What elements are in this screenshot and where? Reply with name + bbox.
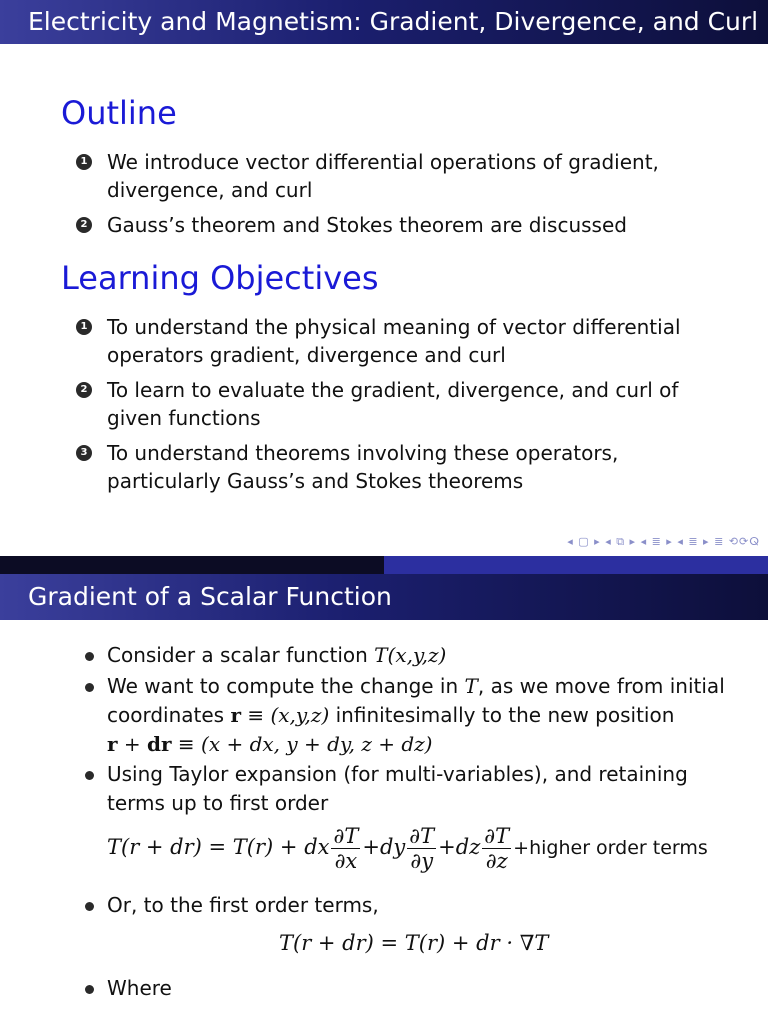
bullet-dot (85, 771, 94, 780)
math-expression: T (464, 674, 478, 698)
taylor-equation: T(r + dr) = T(r) + dx $\frac{\partial T}{\partial x}$ +dy $\frac{\partial T}{\partial y}$ +dz $\frac{\partial T}{\partial z}$ +higher order terms (107, 824, 708, 873)
bullet-list (83, 891, 733, 920)
objective-item (74, 439, 734, 495)
partial-fraction: $\frac{\partial T}{\partial x}$ (333, 824, 359, 873)
math-bold-symbol: r (230, 703, 241, 727)
outline-heading: Outline (61, 94, 177, 132)
objective-item-text: To understand theorems involving these operators, particularly Gauss’s and Stokes theorems (107, 441, 619, 493)
outline-item-text: Gauss’s theorem and Stokes theorem are discussed (107, 213, 627, 237)
beamer-navigation-bar[interactable]: ◂ ▢ ▸ ◂ ⧉ ▸ ◂ ≣ ▸ ◂ ≣ ▸ ≣ ⟲⟳ⵕ (567, 535, 760, 548)
objective-item (74, 313, 734, 369)
partial-fraction: $\frac{\partial T}{\partial y}$ (409, 824, 435, 873)
item-number: 1 (76, 154, 92, 170)
bullet-text: Or, to the first order terms, (107, 893, 379, 917)
math-expression: T(x,y,z) (374, 643, 447, 667)
bullet-text: infinitesimally to the new position (329, 703, 675, 727)
slide-divider-blue (384, 556, 768, 574)
item-number: 2 (76, 217, 92, 233)
slide-title-bar (0, 574, 768, 620)
equation-lhs: T(r + dr) = T(r) + (107, 835, 305, 859)
item-number: 2 (76, 382, 92, 398)
math-expression: ≡ (x,y,z) (241, 703, 330, 727)
slide-title: Gradient of a Scalar Function (28, 582, 392, 611)
bullet-text: , as we move from initial (477, 674, 725, 698)
objectives-list (74, 313, 734, 502)
bullet-list (83, 974, 733, 1003)
bullet-text: Using Taylor expansion (for multi-variables), and retaining terms up to first order (107, 762, 688, 815)
gradient-equation: T(r + dr) = T(r) + dr · ∇T (279, 931, 549, 955)
bullet-dot (85, 985, 94, 994)
bullet-item (83, 891, 733, 920)
slide-2 (0, 574, 768, 1024)
slide-title-bar (0, 0, 768, 44)
item-number: 1 (76, 319, 92, 335)
objective-item (74, 376, 734, 432)
objective-item-text: To understand the physical meaning of vector differential operators gradient, divergence and curl (107, 315, 681, 367)
math-expression: + (117, 732, 148, 756)
bullet-text: Where (107, 976, 172, 1000)
equation-term: dy (379, 835, 406, 859)
bullet-item (83, 760, 733, 818)
math-expression: ≡ (x + dx, y + dy, z + dz) (171, 732, 433, 756)
bullet-dot (85, 683, 94, 692)
bullet-dot (85, 902, 94, 911)
bullet-item (83, 641, 733, 670)
item-number: 3 (76, 445, 92, 461)
slide-divider-dark (0, 556, 384, 574)
equation-term: dx (304, 835, 330, 859)
bullet-text: We want to compute the change in (107, 674, 465, 698)
outline-item-text: We introduce vector differential operations of gradient, divergence, and curl (107, 150, 659, 202)
outline-list (74, 148, 734, 246)
objective-item-text: To learn to evaluate the gradient, divergence, and curl of given functions (107, 378, 679, 430)
objectives-heading: Learning Objectives (61, 259, 379, 297)
bullet-list (83, 641, 733, 818)
slide-title: Electricity and Magnetism: Gradient, Divergence, and Curl (28, 7, 759, 36)
bullet-dot (85, 652, 94, 661)
math-bold-symbol: dr (147, 732, 172, 756)
bullet-item (83, 974, 733, 1003)
outline-item (74, 211, 734, 239)
partial-fraction: $\frac{\partial T}{\partial z}$ (484, 824, 510, 873)
bullet-text: coordinates (107, 703, 231, 727)
math-bold-symbol: r (107, 732, 118, 756)
equation-term: dz (455, 835, 481, 859)
outline-item (74, 148, 734, 204)
bullet-text: Consider a scalar function (107, 643, 375, 667)
bullet-item (83, 672, 733, 759)
equation-tail: +higher order terms (513, 837, 708, 859)
